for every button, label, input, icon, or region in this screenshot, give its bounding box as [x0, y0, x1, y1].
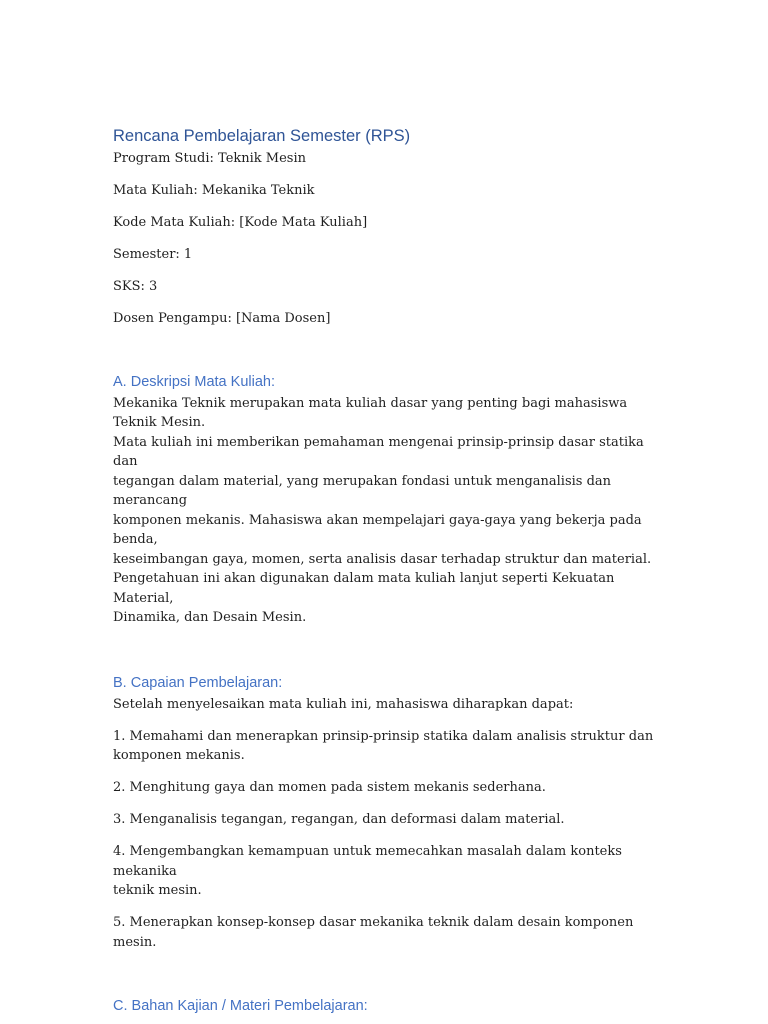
list-item-line: 1. Memahami dan menerapkan prinsip-prinsip statika dalam analisis struktur dan: [113, 728, 654, 744]
section-b-intro: Setelah menyelesaikan mata kuliah ini, mahasiswa diharapkan dapat:: [113, 696, 574, 712]
list-item-line: komponen mekanis.: [113, 748, 245, 763]
list-item-line: 5. Menerapkan konsep-konsep dasar mekanika teknik dalam desain komponen mesin.: [113, 915, 634, 950]
document-title: Rencana Pembelajaran Semester (RPS): [113, 127, 411, 145]
meta-mata-kuliah: Mata Kuliah: Mekanika Teknik: [113, 183, 315, 198]
learning-outcomes-list: [113, 727, 663, 953]
description-line: Pengetahuan ini akan digunakan dalam mata kuliah lanjut seperti Kekuatan Material,: [113, 571, 615, 606]
meta-semester: Semester: 1: [113, 247, 193, 262]
description-line: Dinamika, dan Desain Mesin.: [113, 610, 307, 625]
section-a-description: [113, 394, 663, 628]
section-c-heading: C. Bahan Kajian / Materi Pembelajaran:: [113, 998, 368, 1014]
meta-dosen-pengampu: Dosen Pengampu: [Nama Dosen]: [113, 311, 331, 326]
list-item-line: 4. Mengembangkan kemampuan untuk memecahkan masalah dalam konteks mekanika: [113, 844, 622, 879]
meta-sks: SKS: 3: [113, 279, 158, 294]
description-line: Mata kuliah ini memberikan pemahaman mengenai prinsip-prinsip dasar statika dan: [113, 434, 644, 469]
list-item: [113, 913, 663, 952]
document-content: [113, 125, 663, 1018]
meta-program-studi: Program Studi: Teknik Mesin: [113, 151, 307, 166]
list-item: [113, 778, 663, 798]
list-item-line: teknik mesin.: [113, 883, 202, 898]
description-line: keseimbangan gaya, momen, serta analisis dasar terhadap struktur dan material.: [113, 551, 652, 567]
list-item: [113, 842, 663, 901]
description-line: Mekanika Teknik merupakan mata kuliah dasar yang penting bagi mahasiswa Teknik Mesin.: [113, 395, 628, 430]
list-item-line: 2. Menghitung gaya dan momen pada sistem mekanis sederhana.: [113, 780, 546, 795]
section-a-heading: A. Deskripsi Mata Kuliah:: [113, 373, 275, 390]
list-item: [113, 727, 663, 766]
list-item: [113, 810, 663, 830]
meta-kode-mata-kuliah: Kode Mata Kuliah: [Kode Mata Kuliah]: [113, 215, 368, 230]
list-item-line: 3. Menganalisis tegangan, regangan, dan deformasi dalam material.: [113, 812, 565, 827]
section-b-heading: B. Capaian Pembelajaran:: [113, 674, 283, 691]
description-line: komponen mekanis. Mahasiswa akan mempelajari gaya-gaya yang bekerja pada benda,: [113, 512, 642, 547]
course-meta: [113, 149, 663, 329]
description-line: tegangan dalam material, yang merupakan fondasi untuk menganalisis dan merancang: [113, 473, 612, 508]
